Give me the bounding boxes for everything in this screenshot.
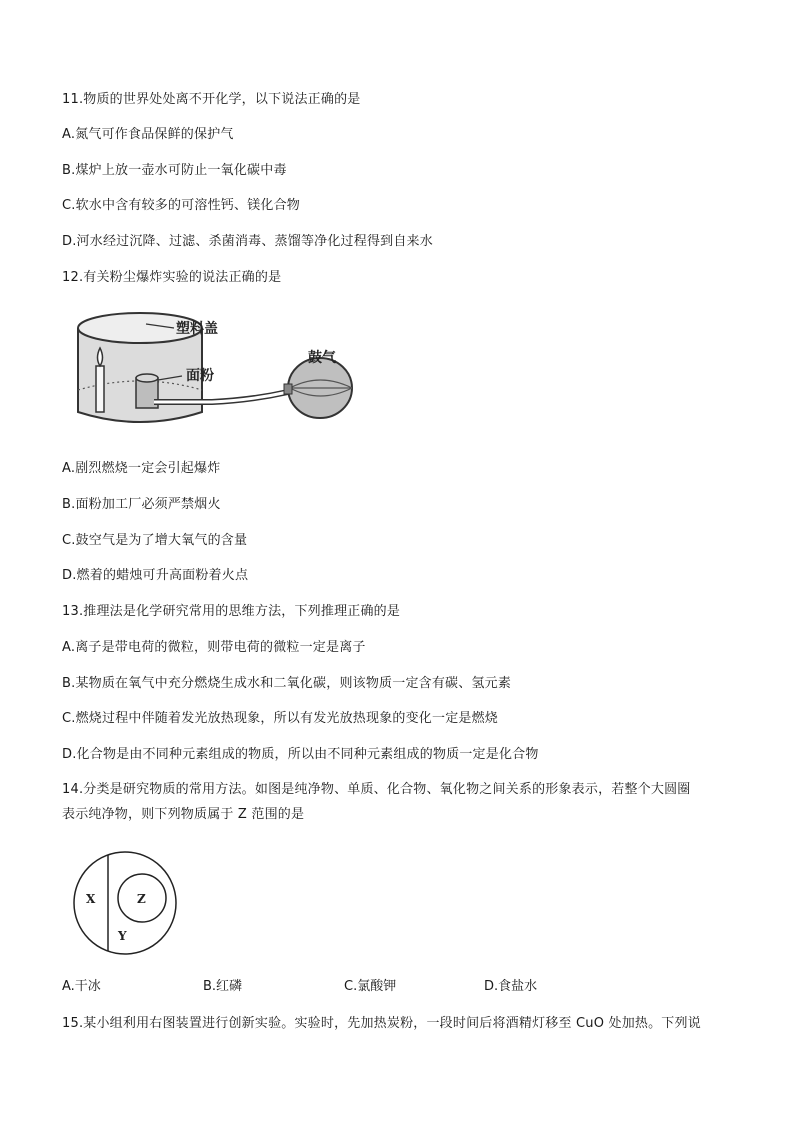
q12-option-c: C.鼓空气是为了增大氧气的含量 [62, 533, 248, 548]
q11-option-d: D.河水经过沉降、过滤、杀菌消毒、蒸馏等净化过程得到自来水 [62, 234, 433, 249]
q11-option-b: B.煤炉上放一壶水可防止一氧化碳中毒 [62, 163, 287, 178]
q12-option-b: B.面粉加工厂必须严禁烟火 [62, 497, 221, 512]
label-flour: 面粉 [186, 368, 214, 384]
q14-option-a: A.干冰 [62, 979, 101, 994]
q11-stem: 11.物质的世界处处离不开化学，以下说法正确的是 [62, 92, 361, 107]
q14-option-c: C.氯酸钾 [344, 979, 397, 994]
q11-option-a: A.氮气可作食品保鲜的保护气 [62, 127, 234, 142]
q12-stem: 12.有关粉尘爆炸实验的说法正确的是 [62, 270, 282, 285]
label-y: Y [118, 929, 127, 943]
q14-stem-line2: 表示纯净物，则下列物质属于 Z 范围的是 [62, 807, 305, 822]
q12-option-a: A.剧烈燃烧一定会引起爆炸 [62, 461, 221, 476]
q14-option-b: B.红磷 [203, 979, 243, 994]
q11-option-c: C.软水中含有较多的可溶性钙、镁化合物 [62, 198, 301, 213]
label-x: X [86, 892, 96, 906]
q13-option-d: D.化合物是由不同种元素组成的物质，所以由不同种元素组成的物质一定是化合物 [62, 747, 539, 762]
label-blow-air: 鼓气 [308, 350, 336, 366]
q14-stem-line1: 14.分类是研究物质的常用方法。如图是纯净物、单质、化合物、氧化物之间关系的形象表示，若整个大圆圈 [62, 782, 691, 797]
q13-option-c: C.燃烧过程中伴随着发光放热现象，所以有发光放热现象的变化一定是燃烧 [62, 711, 499, 726]
classification-circle-figure [70, 848, 180, 958]
q13-option-b: B.某物质在氧气中充分燃烧生成水和二氧化碳，则该物质一定含有碳、氢元素 [62, 676, 512, 691]
q14-option-d: D.食盐水 [484, 979, 538, 994]
q15-stem-line1: 15.某小组利用右图装置进行创新实验。实验时，先加热炭粉，一段时间后将酒精灯移至 CuO 处加热。下列说 [62, 1016, 701, 1031]
dust-explosion-figure [62, 300, 392, 450]
label-plastic-lid: 塑料盖 [176, 321, 218, 337]
q12-option-d: D.燃着的蜡烛可升高面粉着火点 [62, 568, 249, 583]
q13-option-a: A.离子是带电荷的微粒，则带电荷的微粒一定是离子 [62, 640, 366, 655]
label-z: Z [137, 892, 146, 906]
q13-stem: 13.推理法是化学研究常用的思维方法，下列推理正确的是 [62, 604, 401, 619]
